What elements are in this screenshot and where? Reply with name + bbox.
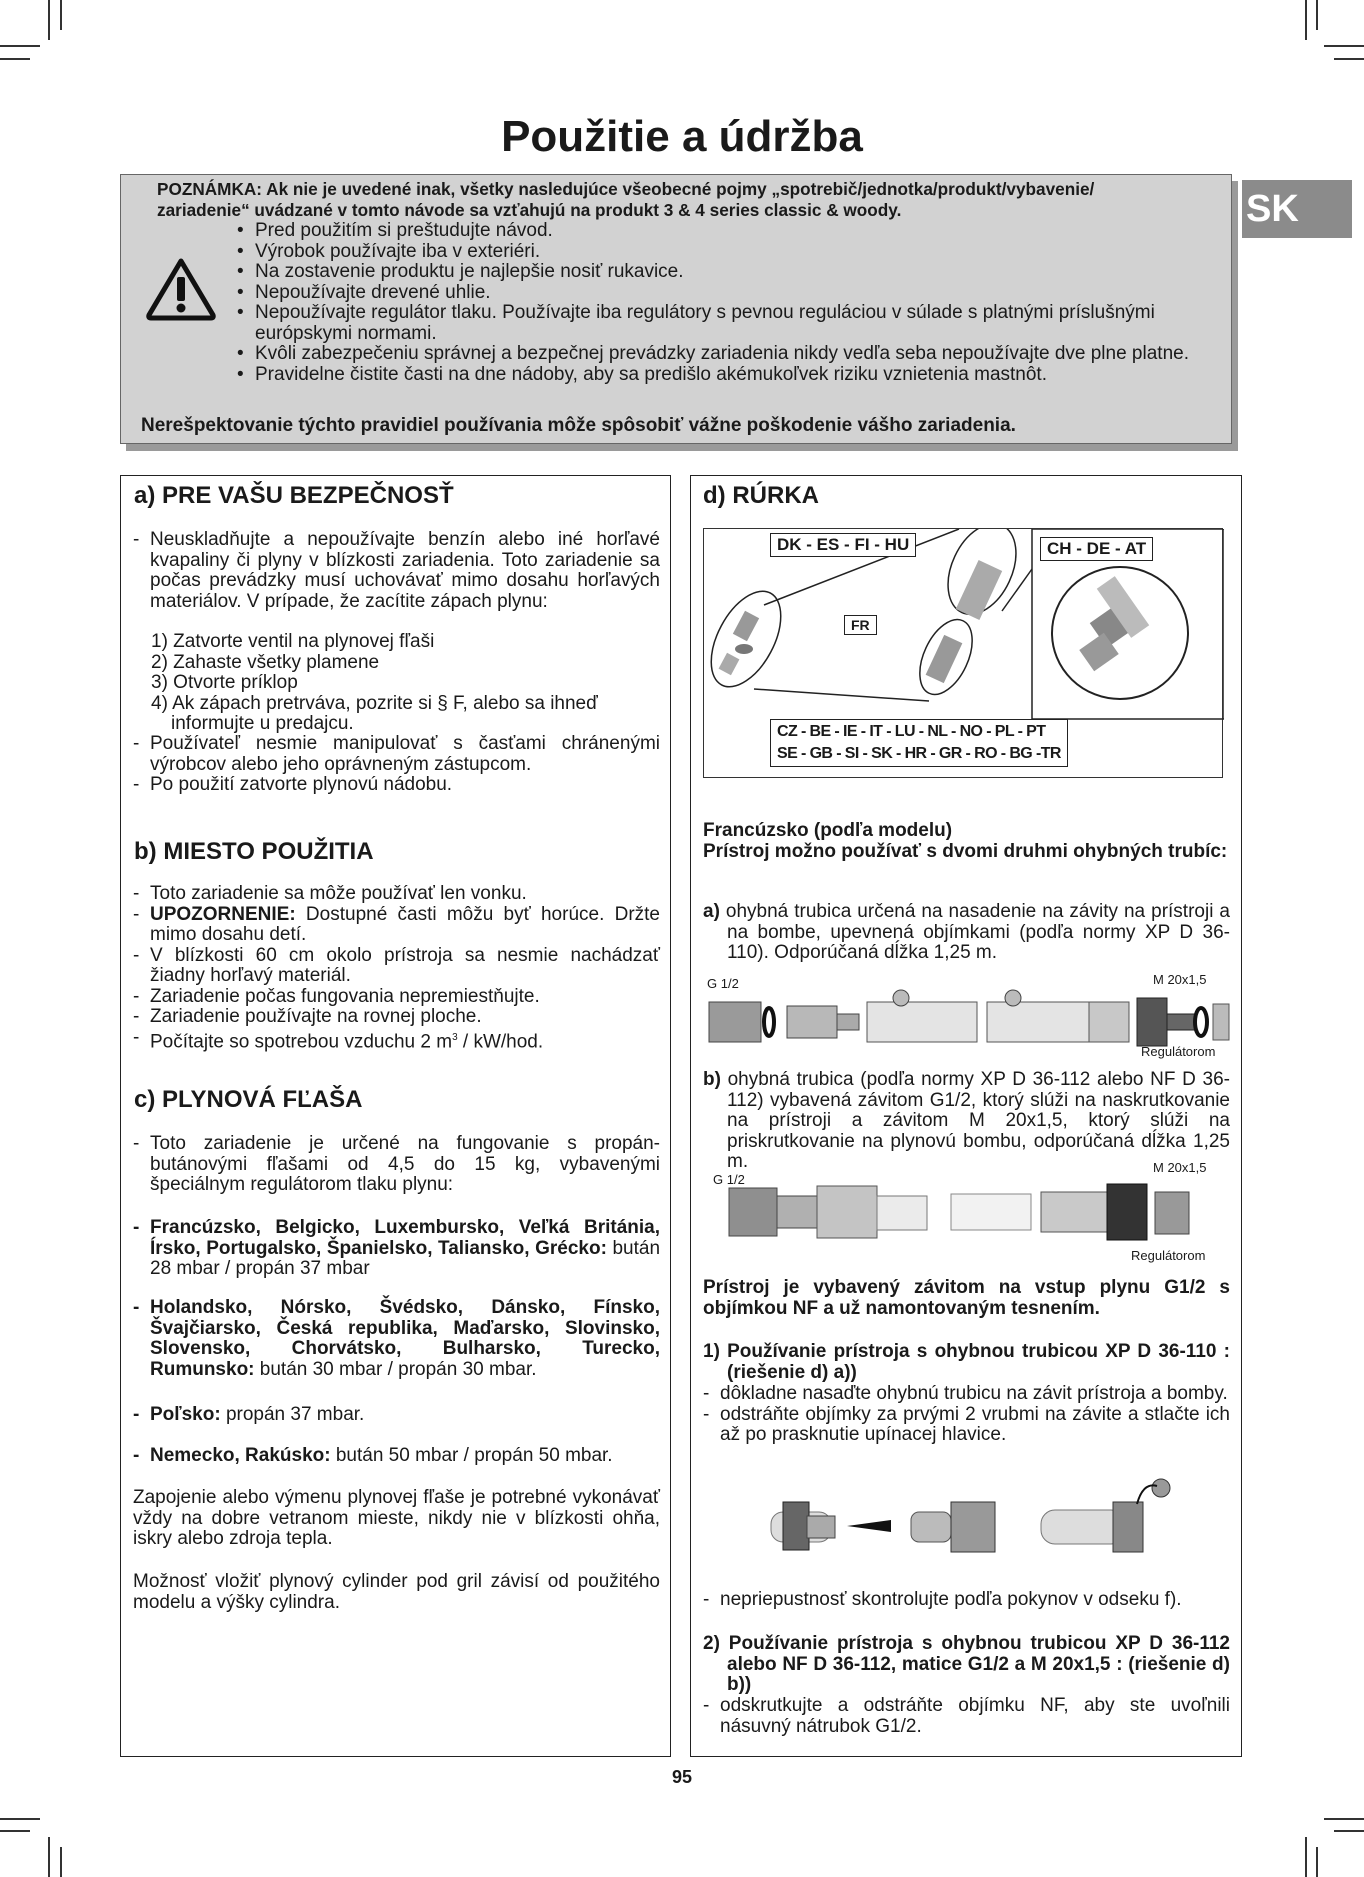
use-1-step: - odstráňte objímky za prvými 2 vrubmi na závite a stlačte ich až po prasknutie upínacej hlavice. (703, 1405, 1230, 1446)
pressure-values: propán 37 mbar. (220, 1404, 365, 1425)
crop-mark (60, 1847, 62, 1877)
country-tag-list (770, 719, 1068, 767)
country-group-item (133, 1218, 660, 1280)
hose-type-b (703, 1070, 1230, 1173)
note-bullet: • Pred použitím si preštudujte návod. (237, 221, 1197, 242)
thread-label-m20: M 20x1,5 (1153, 972, 1207, 987)
note-bullet: • Výrobok používajte iba v exteriéri. (237, 242, 1197, 263)
crop-mark (1316, 1847, 1318, 1877)
language-tab: SK (1242, 180, 1352, 238)
crop-mark (1334, 58, 1364, 60)
gas-leak-steps (151, 632, 660, 735)
note-heading-line: POZNÁMKA: Ak nie je uvedené inak, všetky nasledujúce všeobecné pojmy „spotrebič/jednotka/produkt/vybavenie/ (157, 179, 1095, 199)
hose-connector-diagram (703, 528, 1223, 778)
check-instruction-item: - nepriepustnosť skontrolujte podľa pokynov v odseku f). (703, 1590, 1230, 1611)
note-heading (157, 179, 1197, 221)
use-2-step: - odskrutkujte a odstráňte objímku NF, aby ste uvoľnili násuvný nátrubok G1/2. (703, 1696, 1230, 1737)
section-b-item (133, 905, 660, 946)
hose-b-illustration (711, 1182, 1231, 1242)
section-b-item: - V blízkosti 60 cm okolo prístroja sa nesmie nachádzať žiadny horľavý materiál. (133, 946, 660, 987)
section-a-list (133, 530, 660, 612)
pressure-values: bután 28 mbar / propán 37 mbar (150, 1237, 661, 1279)
section-a-item: - Neuskladňujte a nepoužívajte benzín alebo iné horľavé kvapaliny či plyny v blízkosti zariadenia. Toto zariadenie sa počas prevádzky musí uchovávať mimo dosahu horľavých materiálov. V prípade, že zacítite zápach plynu: (133, 530, 660, 612)
note-box (120, 174, 1232, 444)
section-a-list-2 (133, 734, 660, 796)
thread-label-g12: G 1/2 (713, 1172, 745, 1187)
warning-text: Dostupné časti môžu byť horúce. Držte mimo dosahu detí. (150, 903, 660, 945)
country-group-item (133, 1446, 660, 1467)
crop-mark (1316, 0, 1318, 30)
france-line: Prístroj možno používať s dvomi druhmi ohybných trubíc: (703, 840, 1228, 862)
clamp-removal-illustration (761, 1476, 1181, 1562)
country-group-item (133, 1405, 660, 1426)
crop-mark (0, 58, 30, 60)
use-2-title (703, 1634, 1230, 1696)
country-list-line: SE - GB - SI - SK - HR - GR - RO - BG -TR (777, 745, 1061, 762)
country-names: Francúzsko, Belgicko, Luxembursko, Veľká Británia, Írsko, Portugalsko, Španielsko, Taliansko, Grécko: (150, 1217, 660, 1259)
hose-type-a (703, 902, 1230, 964)
crop-mark (0, 1830, 30, 1832)
section-a-item: - Používateľ nesmie manipulovať s časťami chránenými výrobcov alebo jeho oprávneným zástupcom. (133, 734, 660, 775)
warning-label: UPOZORNENIE: (150, 903, 296, 925)
note-bullet: • Nepoužívajte regulátor tlaku. Používajte iba regulátory s pevnou reguláciou v súlade s platnými príslušnými európskymi normami. (237, 303, 1197, 344)
right-column (690, 475, 1242, 1757)
regulator-label: Regulátorom (1131, 1248, 1206, 1263)
check-instruction (703, 1590, 1230, 1611)
use-1-step: - dôkladne nasaďte ohybnú trubicu na závit prístroja a bomby. (703, 1384, 1230, 1405)
note-bullet: • Kvôli zabezpečeniu správnej a bezpečnej prevádzky zariadenia nikdy vedľa seba nepoužívajte dve plne platne. (237, 344, 1197, 365)
item-label: b) (703, 1069, 721, 1090)
left-column (120, 475, 671, 1757)
country-group (133, 1218, 660, 1280)
country-tag-ch: CH - DE - AT (1040, 537, 1153, 561)
country-list-line: CZ - BE - IE - IT - LU - NL - NO - PL - PT (777, 723, 1046, 740)
thread-note: Prístroj je vybavený závitom na vstup plynu G1/2 s objímkou NF a už namontovaným tesnením. (703, 1277, 1230, 1319)
section-b-item: - Toto zariadenie sa môže používať len vonku. (133, 884, 660, 905)
use-2-title-text: 2) Používanie prístroja s ohybnou trubicou XP D 36-112 alebo NF D 36-112, matice G1/2 a M 20x1,5 : (riešenie d) b)) (703, 1633, 1230, 1695)
crop-mark (48, 1837, 50, 1877)
section-b-title: b) MIESTO POUŽITIA (134, 838, 374, 865)
crop-mark (1334, 1830, 1364, 1832)
pressure-values: bután 30 mbar / propán 30 mbar. (254, 1358, 537, 1380)
section-a-item: - Po použití zatvorte plynovú nádobu. (133, 775, 660, 796)
cylinder-paragraph: Zapojenie alebo výmenu plynovej fľaše je potrebné vykonávať vždy na dobre vetranom mieste, nikdy nie v blízkosti ohňa, iskry alebo zdroja tepla. (133, 1487, 660, 1549)
regulator-label: Regulátorom (1141, 1044, 1216, 1059)
country-group (133, 1405, 660, 1426)
page-title: Použitie a údržba (501, 112, 863, 161)
section-b-item (133, 1028, 660, 1053)
note-bullet: • Nepoužívajte drevené uhlie. (237, 283, 1197, 304)
use-2-steps (703, 1696, 1230, 1737)
gas-leak-step: 1) Zatvorte ventil na plynovej fľaši (151, 631, 435, 652)
section-c-list (133, 1134, 660, 1196)
france-line: Francúzsko (podľa modelu) (703, 820, 953, 841)
section-b-list (133, 884, 660, 1052)
crop-mark (1324, 1818, 1364, 1820)
item-label: a) (703, 901, 720, 922)
thread-label-m20: M 20x1,5 (1153, 1160, 1207, 1175)
section-d-title: d) RÚRKA (703, 482, 819, 509)
pressure-values: bután 50 mbar / propán 50 mbar. (330, 1445, 613, 1466)
crop-mark (1305, 1837, 1307, 1877)
crop-mark (0, 45, 40, 47)
country-group (133, 1446, 660, 1467)
superscript: 3 (452, 1031, 458, 1043)
use-1-title (703, 1342, 1230, 1383)
hose-type-a-desc: ohybná trubica určená na nasadenie na závity na prístroji a na bombe, upevnená objímkami (podľa normy XP D 36-110). Odporúčaná dĺžka 1,25 m. (719, 901, 1230, 963)
warning-triangle-icon (145, 257, 217, 321)
note-heading-line: zariadenie“ uvádzané v tomto návode sa vzťahujú na produkt 3 & 4 series classic & woody. (157, 200, 902, 220)
gas-leak-step: 3) Otvorte príklop (151, 672, 298, 693)
hose-type-a-text (703, 902, 1230, 964)
section-b-item: - Zariadenie počas fungovania nepremiestňujte. (133, 987, 660, 1008)
crop-mark (60, 0, 62, 30)
page-number: 95 (671, 1767, 693, 1787)
country-names: Nemecko, Rakúsko: (150, 1445, 331, 1466)
country-tag-fr: FR (844, 615, 877, 635)
note-bullet: • Na zostavenie produktu je najlepšie nosiť rukavice. (237, 262, 1197, 283)
consumption-text: Počítajte so spotrebou vzduchu 2 m (150, 1030, 453, 1052)
thread-label-g12: G 1/2 (707, 976, 739, 991)
note-footer: Nerešpektovanie týchto pravidiel používania môže spôsobiť vážne poškodenie vášho zariadenia. (141, 415, 1016, 436)
section-b-item: - Zariadenie používajte na rovnej ploche. (133, 1007, 660, 1028)
note-bullet: • Pravidelne čistite časti na dne nádoby, aby sa predišlo akémukoľvek riziku vznietenia mastnôt. (237, 365, 1197, 386)
use-1-title-text: 1) Používanie prístroja s ohybnou trubicou XP D 36-110 : (riešenie d) a)) (703, 1341, 1230, 1383)
crop-mark (1305, 0, 1307, 40)
hose-type-b-desc: ohybná trubica (podľa normy XP D 36-112 alebo NF D 36-112) vybavená závitom G1/2, ktorý slúži na naskrutkovanie na prístroji a závitom M 20x1,5, ktorý slúži na priskrutkovanie na plynovú bombu, odporúčaná dĺžka 1,25 m. (720, 1069, 1230, 1172)
crop-mark (0, 1818, 40, 1820)
crop-mark (48, 0, 50, 40)
use-1-steps (703, 1384, 1230, 1446)
cylinder-paragraph: Možnosť vložiť plynový cylinder pod gril závisí od použitého modelu a výšky cylindra. (133, 1571, 660, 1613)
gas-leak-step: 4) Ak zápach pretrváva, pozrite si § F, alebo sa ihneď informujte u predajcu. (151, 692, 598, 734)
section-c-item: - Toto zariadenie je určené na fungovanie s propán-butánovými fľašami od 4,5 do 15 kg, vybavenými špeciálnym regulátorom tlaku plynu: (133, 1134, 660, 1196)
france-heading (703, 821, 1230, 862)
country-tag-dk: DK - ES - FI - HU (770, 533, 916, 557)
hose-type-b-text (703, 1070, 1230, 1173)
country-group-item (133, 1298, 660, 1380)
section-c-title: c) PLYNOVÁ FĽAŠA (134, 1086, 363, 1113)
consumption-unit: / kW/hod. (457, 1030, 544, 1052)
country-names: Holandsko, Nórsko, Švédsko, Dánsko, Fínsko, Švajčiarsko, Česká republika, Maďarsko, Slovinsko, Slovensko, Chorvátsko, Bulharsko, Turecko, Rumunsko: (150, 1297, 660, 1380)
gas-leak-step: 2) Zahaste všetky plamene (151, 651, 380, 673)
section-a-title: a) PRE VAŠU BEZPEČNOSŤ (134, 482, 454, 509)
crop-mark (1324, 45, 1364, 47)
country-names: Poľsko: (150, 1404, 221, 1425)
country-group (133, 1298, 660, 1380)
note-bullet-list (237, 221, 1197, 385)
